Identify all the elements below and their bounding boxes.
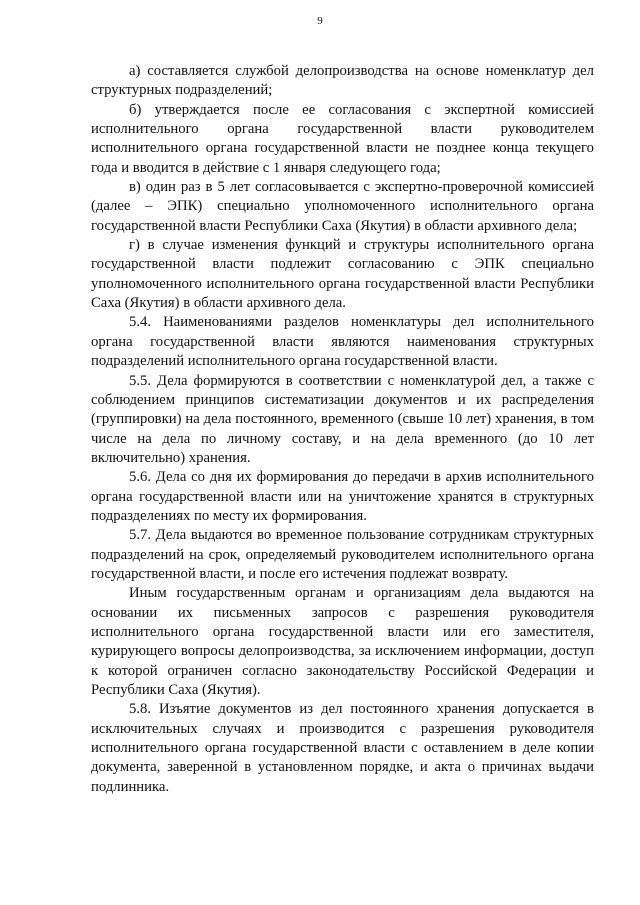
paragraph-item-b: б) утверждается после ее согласования с экспертной комиссией исполнительного органа государственной власти руководителем исполнительного органа государственной власти не позднее конца текущего года и вводится в действие с 1 января следующего года; bbox=[91, 101, 594, 176]
paragraph-5-6: 5.6. Дела со дня их формирования до передачи в архив исполнительного органа государственной власти или на уничтожение хранятся в структурных подразделениях по месту их формирования. bbox=[91, 469, 594, 524]
paragraph-item-g: г) в случае изменения функций и структуры исполнительного органа государственной власти подлежит согласованию с ЭПК специально уполномоченного исполнительного органа государственной власти Республики Саха (Якутия) в области архивного дела. bbox=[91, 237, 594, 312]
document-body bbox=[91, 62, 594, 797]
paragraph-5-7: 5.7. Дела выдаются во временное пользование сотрудникам структурных подразделений на срок, определяемый руководителем исполнительного органа государственной власти, и после его истечения подлежат возврату. bbox=[91, 527, 594, 582]
page-number: 9 bbox=[317, 15, 323, 27]
paragraph-5-8: 5.8. Изъятие документов из дел постоянного хранения допускается в исключительных случаях и производится с разрешения руководителя исполнительного органа государственной власти с оставлением в деле копии документа, заверенной в установленном порядке, и акта о причинах выдачи подлинника. bbox=[91, 701, 594, 795]
paragraph-item-v: в) один раз в 5 лет согласовывается с экспертно-проверочной комиссией (далее – ЭПК) специально уполномоченного исполнительного органа государственной власти Республики Саха (Якутия) в области архивного дела; bbox=[91, 179, 594, 234]
paragraph-item-a: а) составляется службой делопроизводства на основе номенклатур дел структурных подразделений; bbox=[91, 63, 594, 99]
paragraph-other-organs: Иным государственным органам и организациям дела выдаются на основании их письменных запросов с разрешения руководителя исполнительного органа государственной власти или его заместителя, курирующего вопросы делопроизводства, за исключением информации, доступ к которой ограничен согласно законодательству Российской Федерации и Республики Саха (Якутия). bbox=[91, 585, 594, 698]
paragraph-5-4: 5.4. Наименованиями разделов номенклатуры дел исполнительного органа государственной власти являются наименования структурных подразделений исполнительного органа государственной власти. bbox=[91, 314, 594, 370]
paragraph-5-5: 5.5. Дела формируются в соответствии с номенклатурой дел, а также с соблюдением принципов систематизации документов и их распределения (группировки) на дела постоянного, временного (свыше 10 лет) хранения, в том числе на дела по личному составу, и на дела временного (до 10 лет включительно) хранения. bbox=[91, 372, 594, 466]
